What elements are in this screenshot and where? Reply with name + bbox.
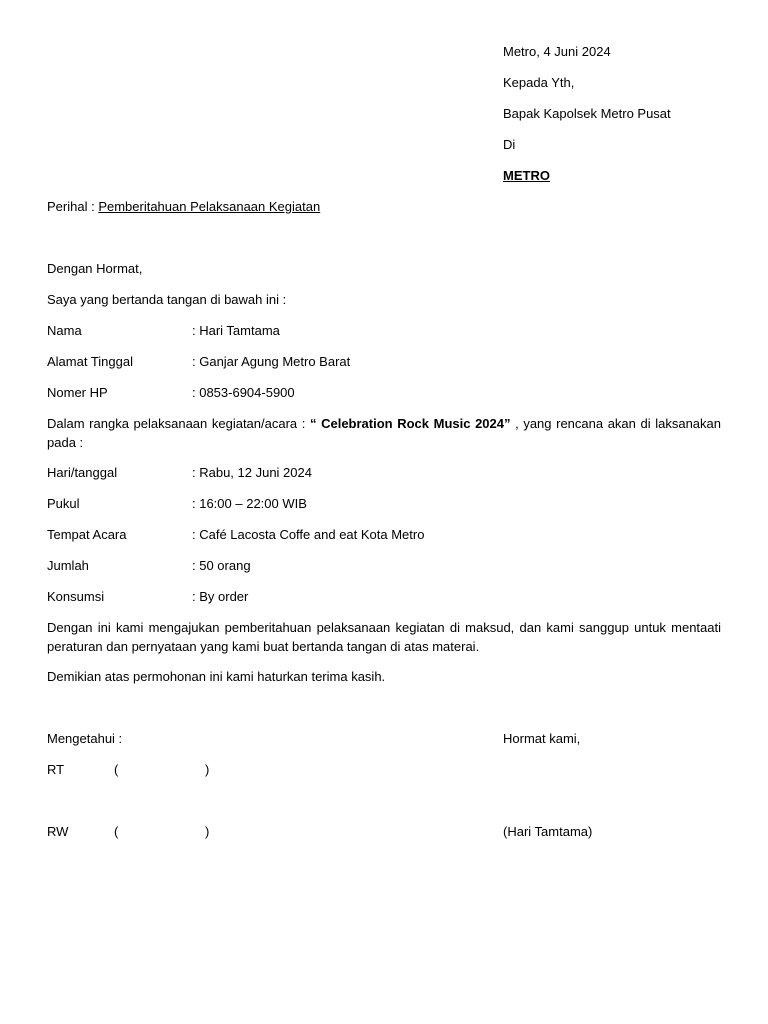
event-paragraph — [47, 414, 721, 452]
catering-label: Konsumsi — [47, 589, 105, 604]
time-value: : 16:00 – 22:00 WIB — [192, 496, 307, 511]
event-name: “ Celebration Rock Music 2024” — [309, 416, 511, 431]
phone-value: : 0853-6904-5900 — [192, 385, 295, 400]
recipient: Bapak Kapolsek Metro Pusat — [503, 106, 671, 121]
date-label: Hari/tanggal — [47, 465, 118, 480]
address-value: : Ganjar Agung Metro Barat — [192, 354, 351, 369]
rw-label: RW — [47, 824, 69, 839]
addressee-greeting: Kepada Yth, — [503, 75, 575, 90]
regards-label: Hormat kami, — [503, 731, 581, 746]
di-label: Di — [503, 137, 516, 152]
statement-paragraph: Dengan ini kami mengajukan pemberitahuan pelaksanaan kegiatan di maksud, dan kami sanggup untuk mentaati peraturan dan pernyataan yang kami buat bertanda tangan di atas materai. — [47, 620, 721, 654]
catering-value: : By order — [192, 589, 249, 604]
place-date: Metro, 4 Juni 2024 — [503, 44, 611, 59]
address-label: Alamat Tinggal — [47, 354, 133, 369]
name-label: Nama — [47, 323, 82, 338]
greeting: Dengan Hormat, — [47, 261, 143, 276]
event-paragraph-end: , yang rencana akan di laksanakan pada : — [47, 416, 721, 450]
rt-close-paren: ) — [205, 762, 210, 777]
subject-value: Pemberitahuan Pelaksanaan Kegiatan — [98, 199, 321, 214]
acknowledged-label: Mengetahui : — [47, 731, 123, 746]
attendance-label: Jumlah — [47, 558, 89, 573]
closing-text: Demikian atas permohonan ini kami haturkan terima kasih. — [47, 669, 386, 684]
event-paragraph-start: Dalam rangka pelaksanaan kegiatan/acara : — [47, 416, 310, 431]
subject-line — [47, 199, 320, 215]
attendance-value: : 50 orang — [192, 558, 251, 573]
rw-open-paren: ( — [114, 824, 119, 839]
time-label: Pukul — [47, 496, 80, 511]
rt-open-paren: ( — [114, 762, 119, 777]
venue-value: : Café Lacosta Coffe and eat Kota Metro — [192, 527, 425, 542]
name-value: : Hari Tamtama — [192, 323, 280, 338]
date-value: : Rabu, 12 Juni 2024 — [192, 465, 312, 480]
venue-label: Tempat Acara — [47, 527, 127, 542]
recipient-city: METRO — [503, 168, 550, 183]
phone-label: Nomer HP — [47, 385, 108, 400]
signer-name: (Hari Tamtama) — [503, 824, 593, 839]
intro-text: Saya yang bertanda tangan di bawah ini : — [47, 292, 287, 307]
subject-label: Perihal : — [47, 199, 99, 214]
rw-close-paren: ) — [205, 824, 210, 839]
rt-label: RT — [47, 762, 65, 777]
